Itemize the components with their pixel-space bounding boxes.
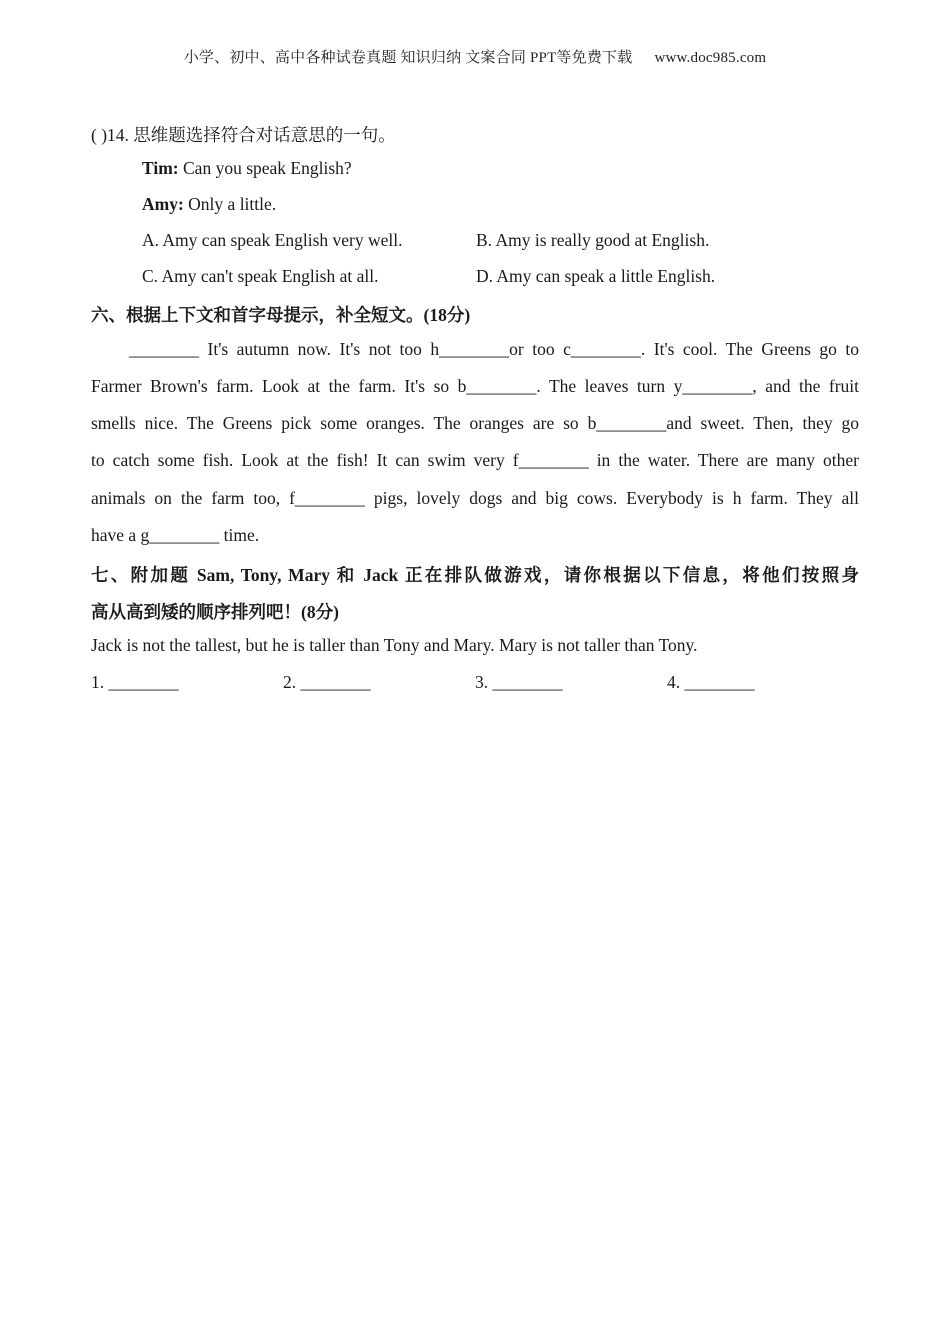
answer-blank-3: 3. ________ xyxy=(475,672,563,692)
dialog-tim-text: Can you speak English? xyxy=(178,158,352,178)
header-site: www.doc985.com xyxy=(654,50,767,66)
section7-info: Jack is not the tallest, but he is taller than Tony and Mary. Mary is not taller than Tony. xyxy=(91,635,698,655)
header-text: 小学、初中、高中各种试卷真题 知识归纳 文案合同 PPT等免费下载 xyxy=(183,50,633,66)
page-header xyxy=(0,46,950,67)
q14-option-c: C. Amy can't speak English at all. xyxy=(142,266,379,286)
answer-blank-1: 1. ________ xyxy=(91,672,179,692)
section6-line-6: have a g________ time. xyxy=(91,525,260,545)
q14-dialog-tim xyxy=(142,158,352,179)
section7-title-line2: 高从高到矮的顺序排列吧！(8分) xyxy=(91,602,339,622)
section6-line-4: to catch some fish. Look at the fish! It can swim very f________ in the water. There are many other xyxy=(91,450,859,470)
section6-line-1: ________ It's autumn now. It's not too h________or too c________. It's cool. The Greens go to xyxy=(129,339,859,359)
q14-option-a: A. Amy can speak English very well. xyxy=(142,230,403,250)
speaker-tim: Tim: xyxy=(142,158,179,178)
section7-title-line1: 七、附加题 Sam, Tony, Mary 和 Jack 正在排队做游戏，请你根据以下信息，将他们按照身 xyxy=(91,565,859,585)
section6-title: 六、根据上下文和首字母提示，补全短文。(18分) xyxy=(91,305,471,325)
section6-line-3: smells nice. The Greens pick some oranges. The oranges are so b________and sweet. Then, they go xyxy=(91,413,859,433)
answer-blank-2: 2. ________ xyxy=(283,672,371,692)
answer-blank-4: 4. ________ xyxy=(667,672,755,692)
speaker-amy: Amy: xyxy=(142,194,184,214)
section6-line-5: animals on the farm too, f________ pigs, lovely dogs and big cows. Everybody is h farm. They all xyxy=(91,488,859,508)
q14-option-b: B. Amy is really good at English. xyxy=(476,230,710,250)
dialog-amy-text: Only a little. xyxy=(183,194,277,214)
section6-line-2: Farmer Brown's farm. Look at the farm. It's so b________. The leaves turn y________, and the fruit xyxy=(91,376,859,396)
q14-stem: ( )14. 思维题选择符合对话意思的一句。 xyxy=(91,125,396,145)
q14-option-d: D. Amy can speak a little English. xyxy=(476,266,716,286)
q14-dialog-amy xyxy=(142,194,276,215)
